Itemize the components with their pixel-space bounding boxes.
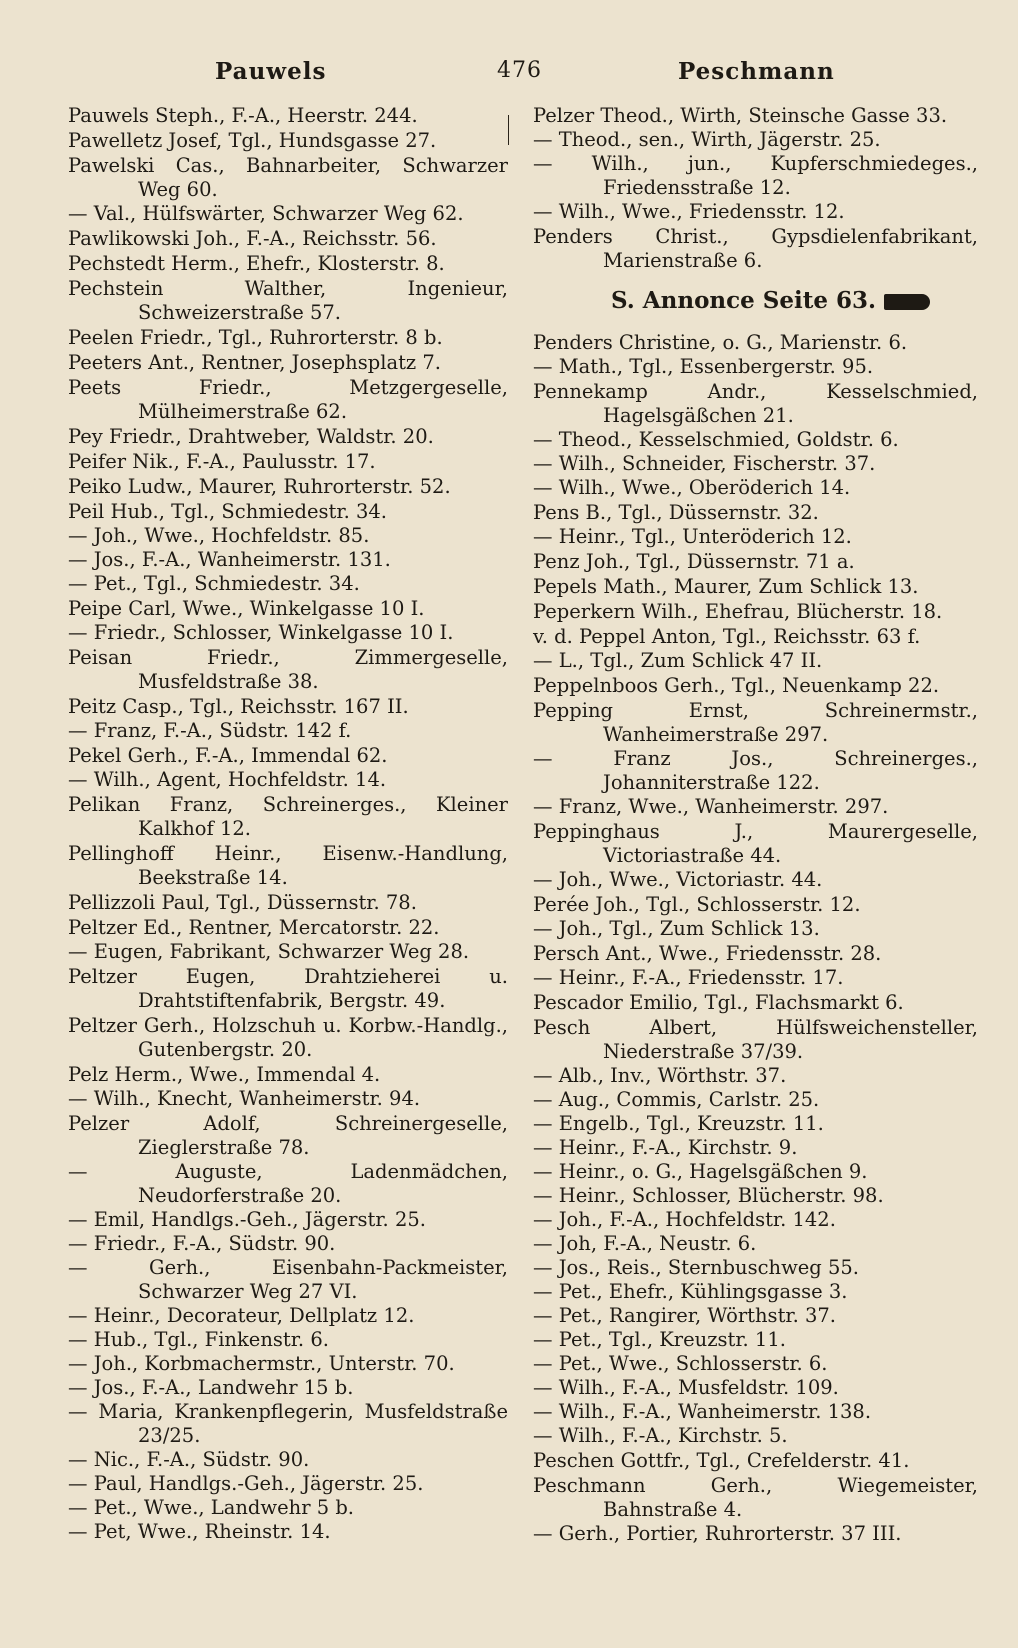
directory-entry: — Pet., Wwe., Landwehr 5 b.	[68, 1496, 354, 1519]
directory-entry: — Maria, Krankenpflegerin, Musfeldstraße 23/25.	[68, 1400, 508, 1447]
directory-entry: Pey Friedr., Drahtweber, Waldstr. 20.	[68, 425, 434, 448]
directory-entry: Persch Ant., Wwe., Friedensstr. 28.	[533, 942, 882, 965]
directory-entry: — Nic., F.-A., Südstr. 90.	[68, 1448, 310, 1471]
directory-entry: Pennekamp Andr., Kesselschmied, Hagelsgäßchen 21.	[533, 380, 978, 427]
directory-entry: Pawelski Cas., Bahnarbeiter, Schwarzer Weg 60.	[68, 154, 508, 201]
directory-entry: — Joh., Wwe., Hochfeldstr. 85.	[68, 524, 370, 547]
directory-entry: — Franz, F.-A., Südstr. 142 f.	[68, 719, 352, 742]
directory-entry: — Friedr., Schlosser, Winkelgasse 10 I.	[68, 621, 454, 644]
column-divider	[508, 115, 509, 145]
directory-entry: Pawlikowski Joh., F.-A., Reichsstr. 56.	[68, 227, 437, 250]
directory-entry: — Jos., F.-A., Landwehr 15 b.	[68, 1376, 354, 1399]
advert-notice	[533, 287, 978, 315]
directory-entry: — Jos., Reis., Sternbuschweg 55.	[533, 1256, 859, 1279]
directory-entry: — Heinr., Tgl., Unteröderich 12.	[533, 525, 852, 548]
directory-entry: Penders Christ., Gypsdielenfabrikant, Marienstraße 6.	[533, 225, 978, 272]
directory-entry: Peltzer Ed., Rentner, Mercatorstr. 22.	[68, 916, 440, 939]
directory-entry: Peltzer Gerh., Holzschuh u. Korbw.-Handlg., Gutenbergstr. 20.	[68, 1014, 508, 1061]
directory-entry: Pekel Gerh., F.-A., Immendal 62.	[68, 744, 388, 767]
directory-entry: — Math., Tgl., Essenbergerstr. 95.	[533, 355, 874, 378]
pointing-hand-icon	[884, 294, 930, 310]
directory-entry: — Gerh., Eisenbahn-Packmeister, Schwarzer Weg 27 VI.	[68, 1256, 508, 1303]
directory-entry: — Auguste, Ladenmädchen, Neudorferstraße 20.	[68, 1160, 508, 1207]
directory-entry: Pechstein Walther, Ingenieur, Schweizerstraße 57.	[68, 277, 508, 324]
directory-entry: — Heinr., Decorateur, Dellplatz 12.	[68, 1304, 415, 1327]
header-left-name: Pauwels	[215, 58, 327, 85]
directory-entry: — Emil, Handlgs.-Geh., Jägerstr. 25.	[68, 1208, 426, 1231]
directory-entry: — Theod., Kesselschmied, Goldstr. 6.	[533, 428, 899, 451]
directory-entry: v. d. Peppel Anton, Tgl., Reichsstr. 63 f.	[533, 625, 921, 648]
directory-entry: Penz Joh., Tgl., Düssernstr. 71 a.	[533, 550, 855, 573]
directory-entry: — Wilh., F.-A., Musfeldstr. 109.	[533, 1376, 839, 1399]
directory-entry: — Heinr., F.-A., Friedensstr. 17.	[533, 966, 844, 989]
directory-entry: Peschmann Gerh., Wiegemeister, Bahnstraße 4.	[533, 1474, 978, 1521]
directory-entry: Pelikan Franz, Schreinerges., Kleiner Kalkhof 12.	[68, 793, 508, 840]
directory-entry: Pesch Albert, Hülfsweichensteller, Niederstraße 37/39.	[533, 1016, 978, 1063]
directory-entry: — Pet., Tgl., Kreuzstr. 11.	[533, 1328, 786, 1351]
directory-entry: — Hub., Tgl., Finkenstr. 6.	[68, 1328, 329, 1351]
directory-entry: Pawelletz Josef, Tgl., Hundsgasse 27.	[68, 129, 437, 152]
directory-entry: Peschen Gottfr., Tgl., Crefelderstr. 41.	[533, 1449, 910, 1472]
directory-entry: — Pet., Rangirer, Wörthstr. 37.	[533, 1304, 836, 1327]
directory-entry: — Eugen, Fabrikant, Schwarzer Weg 28.	[68, 940, 470, 963]
directory-entry: Peets Friedr., Metzgergeselle, Mülheimerstraße 62.	[68, 376, 508, 423]
directory-entry: Peisan Friedr., Zimmergeselle, Musfeldstraße 38.	[68, 646, 508, 693]
page-number: 476	[497, 58, 542, 83]
directory-entry: — Pet., Wwe., Schlosserstr. 6.	[533, 1352, 828, 1375]
directory-entry: Pauwels Steph., F.-A., Heerstr. 244.	[68, 104, 418, 127]
directory-entry: — L., Tgl., Zum Schlick 47 II.	[533, 649, 823, 672]
directory-entry: Pescador Emilio, Tgl., Flachsmarkt 6.	[533, 991, 904, 1014]
directory-entry: — Engelb., Tgl., Kreuzstr. 11.	[533, 1112, 824, 1135]
directory-entry: — Wilh., F.-A., Wanheimerstr. 138.	[533, 1400, 872, 1423]
directory-entry: — Franz, Wwe., Wanheimerstr. 297.	[533, 795, 889, 818]
directory-entry: — Joh., Korbmachermstr., Unterstr. 70.	[68, 1352, 455, 1375]
directory-entry: Peppelnboos Gerh., Tgl., Neuenkamp 22.	[533, 674, 940, 697]
directory-entry: Pechstedt Herm., Ehefr., Klosterstr. 8.	[68, 252, 445, 275]
directory-entry: Peifer Nik., F.-A., Paulusstr. 17.	[68, 450, 376, 473]
directory-entry: — Friedr., F.-A., Südstr. 90.	[68, 1232, 336, 1255]
right-column-bottom	[533, 331, 978, 1546]
directory-entry: — Wilh., Wwe., Oberöderich 14.	[533, 476, 851, 499]
directory-entry: Pepping Ernst, Schreinermstr., Wanheimerstraße 297.	[533, 699, 978, 746]
directory-entry: — Joh., F.-A., Hochfeldstr. 142.	[533, 1208, 836, 1231]
directory-entry: Pepels Math., Maurer, Zum Schlick 13.	[533, 575, 919, 598]
directory-entry: — Franz Jos., Schreinerges., Johanniterstraße 122.	[533, 747, 978, 794]
directory-entry: Penders Christine, o. G., Marienstr. 6.	[533, 331, 908, 354]
directory-entry: — Gerh., Portier, Ruhrorterstr. 37 III.	[533, 1522, 902, 1545]
directory-entry: — Aug., Commis, Carlstr. 25.	[533, 1088, 820, 1111]
directory-entry: Peeters Ant., Rentner, Josephsplatz 7.	[68, 351, 442, 374]
directory-entry: Pens B., Tgl., Düssernstr. 32.	[533, 501, 819, 524]
directory-entry: — Wilh., Knecht, Wanheimerstr. 94.	[68, 1087, 421, 1110]
directory-entry: Peperkern Wilh., Ehefrau, Blücherstr. 18.	[533, 600, 943, 623]
directory-entry: — Jos., F.-A., Wanheimerstr. 131.	[68, 548, 391, 571]
right-column-top	[533, 104, 978, 273]
advert-text: S. Annonce Seite 63.	[610, 287, 877, 314]
directory-entry: — Joh., Tgl., Zum Schlick 13.	[533, 917, 820, 940]
left-column	[68, 103, 508, 1544]
directory-entry: Pelz Herm., Wwe., Immendal 4.	[68, 1063, 381, 1086]
directory-entry: Peiko Ludw., Maurer, Ruhrorterstr. 52.	[68, 475, 451, 498]
header-right-name: Peschmann	[678, 58, 835, 85]
directory-entry: Pelzer Adolf, Schreinergeselle, Zieglerstraße 78.	[68, 1112, 508, 1159]
directory-entry: Pellinghoff Heinr., Eisenw.-Handlung, Beekstraße 14.	[68, 842, 508, 889]
directory-entry: Perée Joh., Tgl., Schlosserstr. 12.	[533, 893, 861, 916]
directory-entry: — Pet., Tgl., Schmiedestr. 34.	[68, 572, 360, 595]
directory-entry: — Theod., sen., Wirth, Jägerstr. 25.	[533, 128, 881, 151]
directory-entry: Pellizzoli Paul, Tgl., Düssernstr. 78.	[68, 891, 417, 914]
directory-entry: — Wilh., jun., Kupferschmiedeges., Friedensstraße 12.	[533, 152, 978, 199]
directory-entry: — Joh., Wwe., Victoriastr. 44.	[533, 868, 823, 891]
directory-entry: — Joh, F.-A., Neustr. 6.	[533, 1232, 757, 1255]
directory-entry: — Wilh., F.-A., Kirchstr. 5.	[533, 1424, 788, 1447]
directory-entry: Peltzer Eugen, Drahtzieherei u. Drahtstiftenfabrik, Bergstr. 49.	[68, 965, 508, 1012]
directory-entry: Pelzer Theod., Wirth, Steinsche Gasse 33.	[533, 104, 948, 127]
directory-entry: — Heinr., Schlosser, Blücherstr. 98.	[533, 1184, 884, 1207]
directory-entry: — Val., Hülfswärter, Schwarzer Weg 62.	[68, 202, 464, 225]
right-column	[533, 103, 978, 1546]
directory-entry: — Heinr., F.-A., Kirchstr. 9.	[533, 1136, 798, 1159]
directory-entry: Peppinghaus J., Maurergeselle, Victoriastraße 44.	[533, 820, 978, 867]
directory-entry: Peitz Casp., Tgl., Reichsstr. 167 II.	[68, 695, 409, 718]
directory-entry: — Alb., Inv., Wörthstr. 37.	[533, 1064, 787, 1087]
directory-entry: — Pet, Wwe., Rheinstr. 14.	[68, 1520, 331, 1543]
directory-entry: — Paul, Handlgs.-Geh., Jägerstr. 25.	[68, 1472, 424, 1495]
directory-entry: — Wilh., Agent, Hochfeldstr. 14.	[68, 768, 387, 791]
directory-entry: Peelen Friedr., Tgl., Ruhrorterstr. 8 b.	[68, 326, 443, 349]
directory-entry: Peil Hub., Tgl., Schmiedestr. 34.	[68, 500, 387, 523]
directory-entry: — Wilh., Schneider, Fischerstr. 37.	[533, 452, 876, 475]
directory-entry: — Pet., Ehefr., Kühlingsgasse 3.	[533, 1280, 848, 1303]
directory-entry: — Heinr., o. G., Hagelsgäßchen 9.	[533, 1160, 868, 1183]
directory-entry: — Wilh., Wwe., Friedensstr. 12.	[533, 200, 845, 223]
directory-entry: Peipe Carl, Wwe., Winkelgasse 10 I.	[68, 597, 425, 620]
